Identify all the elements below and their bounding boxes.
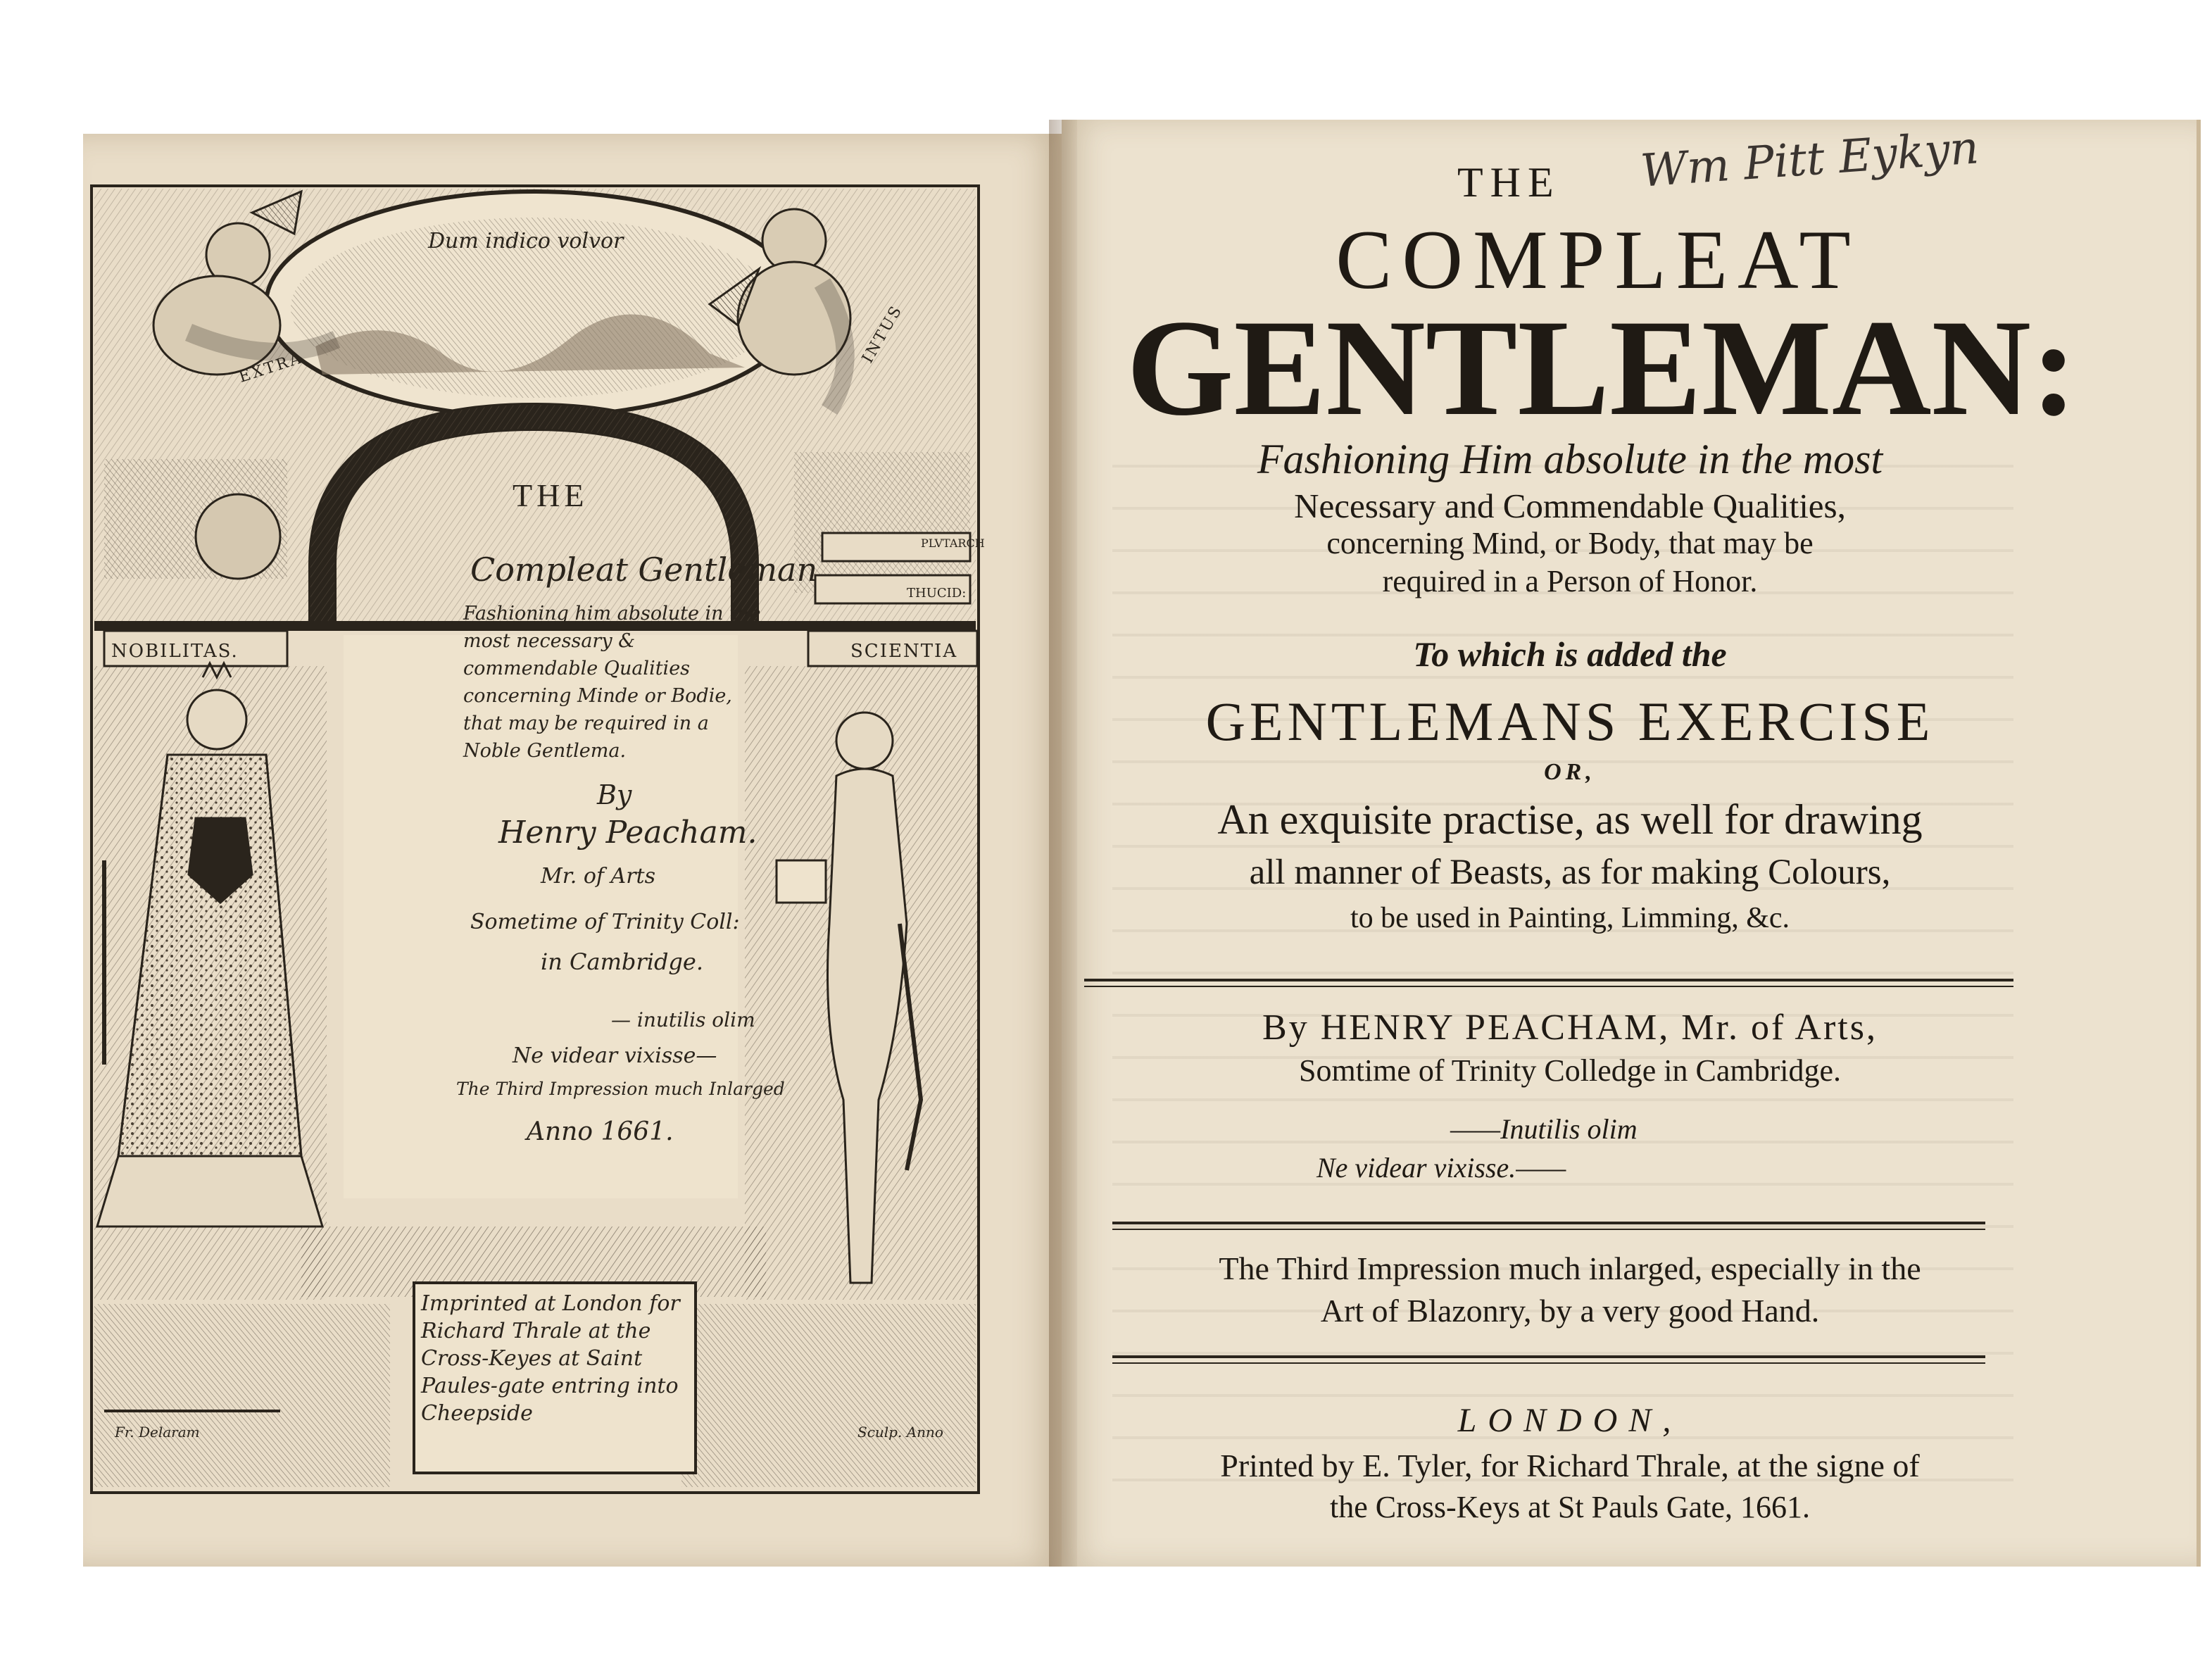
engraving-impression: The Third Impression much Inlarged xyxy=(456,1079,785,1099)
engraving-author: Henry Peacham. xyxy=(498,815,758,851)
rule-2 xyxy=(1112,1222,1985,1230)
title-the: THE xyxy=(1457,159,1561,206)
engraving-motto: Dum indico volvor xyxy=(428,229,624,253)
engraving-anno: Anno 1661. xyxy=(527,1117,674,1146)
book-gutter xyxy=(1049,120,1077,1567)
engraver-signature-left: Fr. Delaram xyxy=(115,1424,200,1441)
title-compleat: COMPLEAT xyxy=(1336,213,1861,306)
engraving-subtitle: Compleat Gentleman xyxy=(470,551,818,589)
imprint-line-2: the Cross-Keys at St Pauls Gate, 1661. xyxy=(1330,1490,1810,1524)
added-heading: To which is added the xyxy=(1413,634,1727,674)
author-line: By HENRY PEACHAM, Mr. of Arts, xyxy=(1262,1008,1878,1048)
engraving-imprint: Imprinted at London for Richard Thrale at the Cross-Keyes at Saint Paules-gate entring into Cheepside xyxy=(421,1291,680,1426)
edition-line-2: Art of Blazonry, by a very good Hand. xyxy=(1320,1293,1820,1329)
author-affiliation: Somtime of Trinity Colledge in Cambridge. xyxy=(1299,1053,1841,1088)
exercise-line-2: all manner of Beasts, as for making Colours, xyxy=(1249,853,1891,892)
exercise-title: GENTLEMANS EXERCISE xyxy=(1205,691,1935,752)
label-nobilitas: NOBILITAS. xyxy=(111,641,239,662)
edition-line-1: The Third Impression much inlarged, especially in the xyxy=(1219,1250,1921,1286)
motto-line-2: Ne videar vixisse.—— xyxy=(1316,1152,1566,1184)
banner-intus: INTUS xyxy=(858,301,907,367)
subtitle-line-1: Fashioning Him absolute in the most xyxy=(1257,436,1883,482)
subtitle-line-2: Necessary and Commendable Qualities, xyxy=(1294,487,1846,525)
or-line: OR, xyxy=(1544,759,1596,785)
subtitle-line-3: concerning Mind, or Body, that may be xyxy=(1326,526,1814,560)
engraving-ne-videar: Ne videar vixisse— xyxy=(513,1043,717,1068)
imprint-line-1: Printed by E. Tyler, for Richard Thrale, at the signe of xyxy=(1220,1448,1920,1483)
rule-3 xyxy=(1112,1355,1985,1364)
exercise-line-3: to be used in Painting, Limming, &c. xyxy=(1350,902,1790,934)
engraving-college: Sometime of Trinity Coll: xyxy=(470,910,740,934)
book-spine-thucid: THUCID: xyxy=(907,586,967,601)
exercise-line-1: An exquisite practise, as well for drawing xyxy=(1217,796,1923,843)
book-spine-plutarch: PLVTARCH xyxy=(921,537,985,550)
engraving-place: in Cambridge. xyxy=(541,948,704,975)
engraving-description: Fashioning him absolute in the most necessary & commendable Qualities concerning Minde or Bodie, that may be required in a Noble Gentlema. xyxy=(463,603,761,762)
engraving-title: THE xyxy=(513,477,589,513)
imprint-place: LONDON, xyxy=(1457,1402,1683,1439)
engraving-inutilis: — inutilis olim xyxy=(611,1008,755,1031)
engraving-by: By xyxy=(597,779,632,810)
engraver-signature-right: Sculp. Anno xyxy=(857,1424,943,1441)
subtitle-line-4: required in a Person of Honor. xyxy=(1382,564,1758,598)
title-gentleman: GENTLEMAN: xyxy=(1126,291,2078,444)
banner-extra: EXTRA xyxy=(237,349,306,387)
engraving-degree: Mr. of Arts xyxy=(541,864,655,889)
engraved-frontispiece xyxy=(90,184,985,1494)
label-scientia: SCIENTIA xyxy=(850,641,958,662)
owner-signature: Wm Pitt Eykyn xyxy=(1639,122,1981,198)
rule-1 xyxy=(1084,979,2013,987)
motto-line-1: ——Inutilis olim xyxy=(1450,1113,1638,1145)
